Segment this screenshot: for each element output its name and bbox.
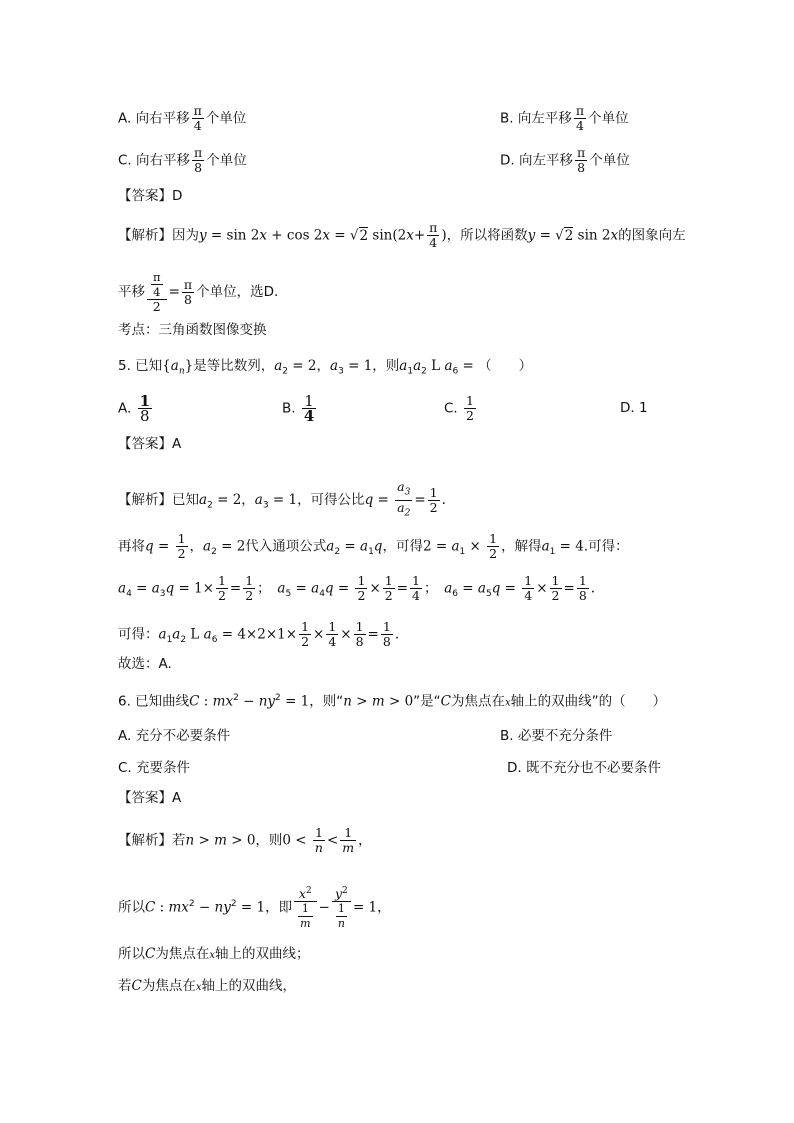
fraction-1-over-n: $\frac{1}{n}$ [314,825,323,855]
q6-an2-head: 所以 [118,899,145,916]
fraction-1-over-2: $\frac{1}{2}$ [177,531,186,561]
q4-option-d [500,146,630,175]
q5-option-a-label: A. [118,400,132,417]
q5-line2-mid3: ，解得 [501,538,542,555]
q6-an3-mid: 为焦点在 [155,946,210,962]
q5-option-c-label: C. [444,400,458,417]
q5-option-d: D. 1 [620,400,648,416]
q5-answer: 【答案】A [118,436,182,452]
q4-analysis-mid: ，所以将函数 [446,227,528,244]
q4-option-a-unit: 个单位 [205,110,247,127]
q4-analysis2-tail: 个单位，选D. [196,284,279,300]
q4-option-b [500,104,629,133]
q4-analysis-head: 【解析】因为 [118,227,199,244]
q6-an4-tail: 轴上的双曲线， [201,978,296,994]
q6-option-c: C. 充要条件 [118,760,191,776]
q4-option-d-text: 向左平移 [518,152,573,169]
q4-option-b-unit: 个单位 [588,110,629,127]
q4-option-b-label: B. [500,110,514,127]
fraction-1-over-2: $\frac{1}{2}$ [245,573,254,603]
fraction-1-over-2: $\frac{1}{2}$ [357,573,366,603]
q6-option-a: A. 充分不必要条件 [118,728,231,744]
q6-answer: 【答案】A [118,790,182,806]
q4-option-a-text: 向右平移 [135,110,190,127]
fraction-pi-over-8: $\frac{\pi}{8}$ [194,145,203,175]
q6-stem-mid: ，则“ [309,693,344,710]
fraction-1-over-2: $\frac{1}{2}$ [466,393,474,423]
fraction-1-over-2: $\frac{1}{2}$ [217,573,226,603]
fraction-pi-over-4: $\frac{\pi}{4}$ [193,103,202,133]
fraction-a3-over-a2: $\frac{a_3}{a_2}$ [397,479,411,518]
q6-analysis-line4: 若C为焦点在x轴上的双曲线， [118,978,296,994]
q6-stem-head: 6. 已知曲线 [118,693,190,710]
q6-analysis-line2: 所以C : $mx^2 - ny^2 = 1$，即 $\frac{x^2}{\frac{1}{m}}$ − $\frac{y^2}{\frac{1}{n}}$ = 1， [118,886,391,931]
fraction-x2-over-1m: $\frac{x^2}{\frac{1}{m}}$ [294,884,316,931]
fraction-1-over-8: $\frac{1}{8}$ [382,619,391,649]
fraction-y2-over-1n: $\frac{y^2}{\frac{1}{n}}$ [332,884,351,931]
q4-option-a [118,104,246,133]
formula-y-equals: y [199,227,207,244]
q4-option-a-label: A. [118,110,132,127]
q5-stem-tail: （ ） [478,358,533,374]
q4-option-c [118,146,247,175]
q5-analysis-line1: 【解析】已知$a_2 = 2$，$a_3 = 1$，可得公比q = $\frac{a_3}{a_2}$ = $\frac{1}{2}$ . [118,479,446,518]
q4-option-d-label: D. [500,152,515,169]
fraction-pi-over-8: $\frac{\pi}{8}$ [576,145,586,175]
q5-line2-mid2: ，可得 [382,538,423,555]
q6-an4-mid: 为焦点在 [141,978,196,994]
fraction-1-over-4: $\frac{1}{4}$ [412,573,420,603]
fraction-1-over-2: $\frac{1}{2}$ [489,531,498,561]
fraction-1-over-4: $\frac{1}{4}$ [303,392,315,425]
q6-stem-mid2: ”是“ [413,693,441,710]
q5-stem: 5. 已知$\{a_n\}$是等比数列，$a_2 = 2$，$a_3 = 1$，则$a_1a_2$ L $a_6$ = （ ） [118,358,533,377]
q4-answer: 【答案】D [118,188,183,204]
fraction-1-over-8: $\frac{1}{8}$ [578,573,587,603]
q5-option-b [282,394,318,423]
q4-option-b-text: 向左平移 [517,110,572,127]
q4-analysis2-head: 平移 [118,284,145,300]
q6-an2-mid: ，即 [265,899,293,916]
fraction-pi-over-8: $\frac{\pi}{8}$ [183,276,193,307]
q6-an1-mid: ，则 [255,832,283,849]
fraction-1-over-2: $\frac{1}{2}$ [429,484,438,515]
q6-stem-tail: 轴上的双曲线”的（ ） [510,693,667,710]
q5-stem-mid: 是等比数列， [193,358,275,374]
q6-option-d: D. 既不充分也不必要条件 [507,760,661,776]
q5-analysis-line4: 可得：$a_1a_2$ L $a_6 = 4\times 2\times 1\times$ $\frac{1}{2}$ × $\frac{1}{4}$ × $\frac{1}{8}$ = $\frac{1}{8}$ . [118,619,400,649]
q6-stem: 6. 已知曲线C : $mx^2 - ny^2 = 1$，则“n > m > 0”是“C为焦点在x轴上的双曲线”的（ ） [118,693,667,710]
q6-option-b: B. 必要不充分条件 [500,728,613,744]
q6-an3-tail: 轴上的双曲线； [214,946,310,962]
q5-line2-head: 再将 [118,538,145,555]
q4-analysis-tail: 的图象向左 [618,227,686,244]
q6-an1-head: 【解析】若 [118,832,186,849]
fraction-1-over-2: $\frac{1}{2}$ [301,619,310,649]
q5-stem-head: 5. 已知 [118,358,163,374]
q6-analysis-line1: 【解析】若n > m > 0，则0 < $\frac{1}{n}$ < $\frac{1}{m}$ ， [118,825,372,855]
fraction-pi-over-4: $\frac{\pi}{4}$ [429,220,438,250]
compound-fraction: $\frac{\frac{\pi}{4}}{2}$ [147,270,167,314]
fraction-1-over-2: $\frac{1}{2}$ [551,573,560,603]
q5-analysis-head: 【解析】已知 [118,492,199,508]
q4-option-d-unit: 个单位 [589,152,630,169]
fraction-1-over-2: $\frac{1}{2}$ [384,573,393,603]
q5-line2-mid: 代入通项公式 [245,538,327,555]
q4-point: 考点：三角函数图像变换 [118,322,267,338]
q6-stem-mid3: 为焦点在 [451,693,506,710]
q5-analysis-line2: 再将q = $\frac{1}{2}$ ，$a_2 = 2$代入通项公式$a_2 = a_1q$，可得$2 = a_1$ × $\frac{1}{2}$ ，解得$a_1 = 4$.可得： [118,531,629,561]
q4-option-c-text: 向右平移 [136,152,191,169]
q6-an3-head: 所以 [118,946,145,962]
fraction-1-over-8: $\frac{1}{8}$ [355,619,364,649]
q5-analysis-mid: ，可得公比 [297,492,365,508]
fraction-1-over-4: $\frac{1}{4}$ [524,573,533,603]
q4-analysis-line2: 平移 $\frac{\frac{\pi}{4}}{2}$ = $\frac{\pi}{8}$ 个单位，选D. [118,270,279,314]
q5-option-c [444,394,478,423]
q5-conclusion: 故选：A. [118,656,172,672]
q4-option-c-label: C. [118,152,132,169]
q5-option-a [118,394,154,423]
fraction-1-over-8: $\frac{1}{8}$ [139,392,151,425]
q5-option-b-label: B. [282,400,296,417]
q4-analysis-line1: 【解析】因为y = sin 2x + cos 2x = √2 sin(2x+ $\frac{\pi}{4}$ )，所以将函数y = √2 sin 2x的图象向左 [118,220,686,250]
q6-an4-head: 若 [118,978,132,994]
fraction-1-over-4: $\frac{1}{4}$ [328,619,337,649]
q6-analysis-line3: 所以C为焦点在x轴上的双曲线； [118,946,310,962]
q5-line2-tail: .可得： [583,538,629,555]
q5-line4-head: 可得： [118,626,159,643]
q5-analysis-line3: $a_4 = a_3q = 1\times$ $\frac{1}{2}$ = $\frac{1}{2}$ ； $a_5 = a_4q$ = $\frac{1}{2}$ × $\frac{1}{2}$ = $\frac{1}{4}$ ； $a_6 = a_5q$ = $\frac{1}{4}$ × $\frac{1}{2}$ = $\frac{1}{8}$ . [118,573,596,603]
q4-option-c-unit: 个单位 [206,152,247,169]
q5-stem-then: ，则 [372,358,400,374]
fraction-1-over-m: $\frac{1}{m}$ [342,825,355,855]
fraction-pi-over-4: $\frac{\pi}{4}$ [575,103,585,133]
